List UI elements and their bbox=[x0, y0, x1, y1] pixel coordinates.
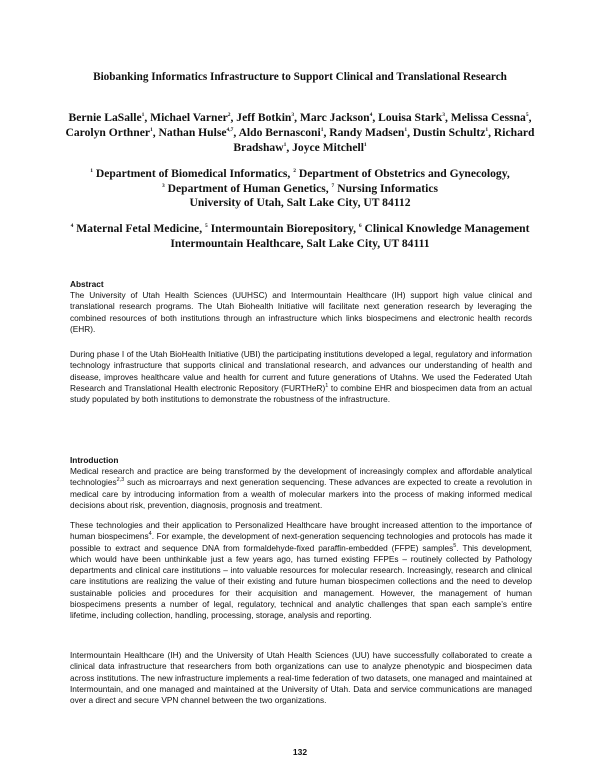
institution-name: Intermountain Healthcare, Salt Lake City, UT 84111 bbox=[170, 236, 430, 250]
author: Marc Jackson$^4$ bbox=[299, 111, 373, 124]
author: Michael Varner$^2$ bbox=[150, 111, 231, 124]
abstract-paragraph-1: The University of Utah Health Sciences (UUHSC) and Intermountain Healthcare (IH) support high value clinical and translational research programs. The Utah Biohealth Initiative will facilitate next generation research by leveraging the combined resources of both institutions through an infrastructure which links biospecimens and electronic health records (EHR). bbox=[70, 290, 532, 334]
abstract-paragraph-2: During phase I of the Utah BioHealth Initiative (UBI) the participating institutions developed a legal, regulatory and information technology infrastructure that supports clinical and translational research, and advances our understanding of health and disease, improves healthcare value and health for current and future generations of Utahns. We used the Federated Utah Research and Translational Health electronic Repository (FURTHeR)$^1$ to combine EHR and biospecimen data from an actual study populated by both institutions to demonstrate the robustness of the infrastructure. bbox=[70, 349, 533, 405]
introduction-paragraph-1: Medical research and practice are being transformed by the development of increasingly complex and affordable analytical technologies$^{2,3}$ such as microarrays and next generation sequencing. These advances are expected to create a revolution in medical care by introducing information from a wealth of molecular markers into the process of making informed medical decisions about risk, prevention, diagnosis, prognosis and treatment. bbox=[70, 466, 532, 510]
introduction-paragraph-3: Intermountain Healthcare (IH) and the University of Utah Health Sciences (UU) have successfully collaborated to create a clinical data infrastructure that researchers from both organizations can use to analyze phenotypic and biospecimen data across institutions. The new infrastructure implements a real-time federation of two datasets, one managed and maintained at Intermountain, and one managed and maintained at the University of Utah. Data and service communications are managed over a direct and secure VPN channel between the two organizations. bbox=[70, 650, 532, 706]
affiliation-line: $^4$ Maternal Fetal Medicine, $^5$ Intermountain Biorepository, $^6$ Clinical Knowledge Management bbox=[70, 222, 530, 235]
affiliation-line: $^1$ Department of Biomedical Informatics, $^2$ Department of Obstetrics and Gynecology, bbox=[90, 167, 510, 180]
paper-title: Biobanking Informatics Infrastructure to Support Clinical and Translational Research bbox=[93, 71, 507, 83]
affiliations-utah bbox=[60, 167, 540, 211]
affiliation-line: $^3$ Department of Human Genetics, $^7$ Nursing Informatics bbox=[162, 181, 438, 195]
author: Carolyn Orthner$^1$ bbox=[65, 126, 153, 139]
author: Louisa Stark$^3$ bbox=[378, 111, 445, 124]
author: Joyce Mitchell$^1$ bbox=[292, 141, 367, 154]
introduction-section bbox=[70, 455, 532, 511]
author: Aldo Bernasconi$^1$ bbox=[238, 126, 324, 139]
introduction-paragraph-2: These technologies and their application to Personalized Healthcare have brought increased attention to the importance of human biospecimens$^4$. For example, the development of next-generation sequencing technologies and protocols has made it possible to extract and sequence DNA from formaldehyde-fixed paraffin-embedded (FFPE) samples$^5$. This development, which would have been unthinkable just a few years ago, has turned existing FFPEs – routinely collected by Pathology departments and clinical care institutions – into valuable resources for molecular research. Increasingly, research and clinical care institutions are realizing the value of their existing and future human biospecimen collections and the need to develop sustainable policies and procedures for their acquisition and management. However, the management of human biospecimens presents a number of legal, regulatory, technical and analytic challenges that span each sample’s entire lifetime, including collection, handling, processing, storage, analysis and reporting. bbox=[70, 520, 532, 621]
author: Melissa Cessna$^5$ bbox=[450, 111, 529, 124]
author: Bernie LaSalle$^1$ bbox=[68, 111, 145, 124]
abstract-heading: Abstract bbox=[70, 279, 104, 289]
author: Richard Bradshaw$^1$ bbox=[233, 126, 535, 154]
author: Nathan Hulse$^{4,7}$ bbox=[158, 126, 234, 139]
author: Jeff Botkin$^3$ bbox=[236, 111, 295, 124]
author-list: Bernie LaSalle$^1$, Michael Varner$^2$, Jeff Botkin$^3$, Marc Jackson$^4$, Louisa Stark$^3$, Melissa Cessna$^5$, Carolyn Orthner$^1$, Nathan Hulse$^{4,7}$, Aldo Bernasconi$^1$, Randy Madsen$^1$, Dustin Schultz$^1$, Richard Bradshaw$^1$, Joyce Mitchell$^1$ bbox=[65, 111, 535, 154]
page-number: 132 bbox=[292, 747, 308, 757]
abstract-section bbox=[70, 279, 532, 335]
institution-name: University of Utah, Salt Lake City, UT 84112 bbox=[189, 196, 411, 209]
affiliations-intermountain bbox=[60, 222, 540, 251]
introduction-heading: Introduction bbox=[70, 455, 119, 465]
author: Randy Madsen$^1$ bbox=[329, 126, 408, 139]
author: Dustin Schultz$^1$ bbox=[412, 126, 489, 139]
